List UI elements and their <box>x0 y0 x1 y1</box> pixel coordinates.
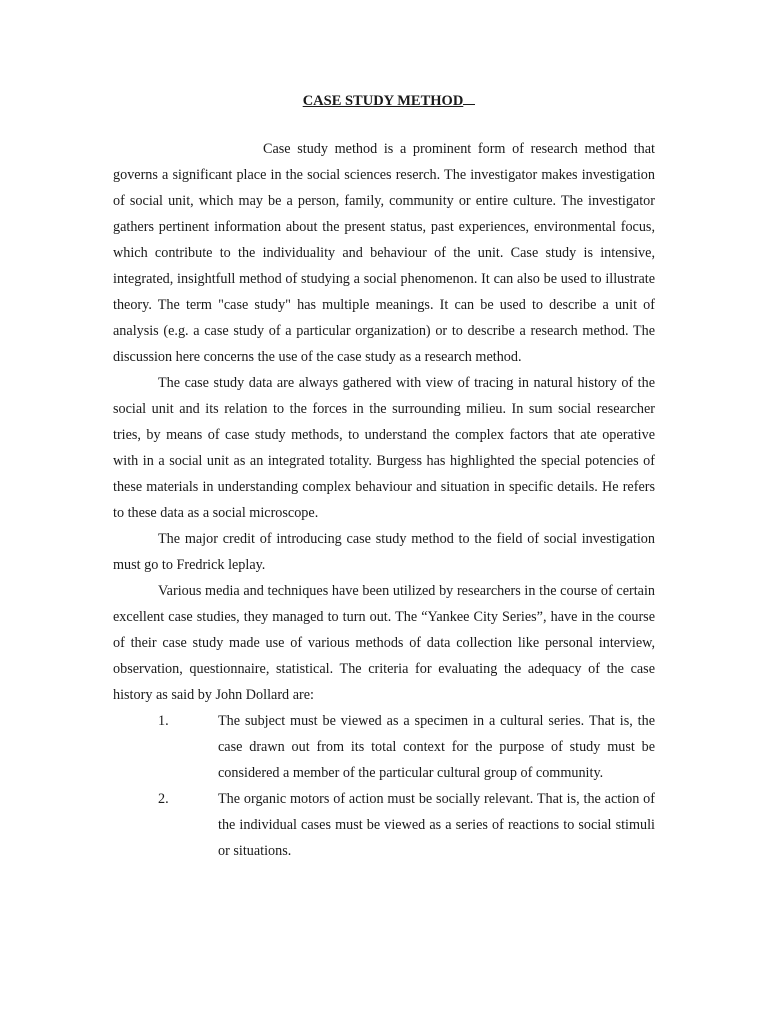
paragraph-data-gathering: The case study data are always gathered with view of tracing in natural history of the social unit and its relation to the forces in the surrounding milieu. In sum social researcher tries, by means of case study methods, to understand the complex factors that ate operative with in a social unit as an integrated totality. Burgess has highlighted the special potencies of these materials in understanding complex behaviour and situation in specific details. He refers to these data as a social microscope. <box>113 375 655 521</box>
paragraph-intro: Case study method is a prominent form of research method that governs a significant place in the social sciences reserch. The investigator makes investigation of social unit, which may be a person, family, community or entire culture. The investigator gathers pertinent information about the present status, past experiences, environmental focus, which contribute to the individuality and behaviour of the unit. Case study is intensive, integrated, insightfull method of studying a social phenomenon. It can also be used to illustrate theory. The term "case study" has multiple meanings. It can be used to describe a unit of analysis (e.g. a case study of a particular organization) or to describe a research method. The discussion here concerns the use of the case study as a research method. <box>113 141 655 365</box>
document-page <box>113 88 655 864</box>
title-underline-trail <box>463 91 475 105</box>
list-item-number: 1. <box>158 713 169 729</box>
paragraph-credit: The major credit of introducing case study method to the field of social investigation must go to Fredrick leplay. <box>113 531 655 573</box>
list-item <box>113 786 655 864</box>
document-title <box>113 88 655 114</box>
paragraph-media-techniques: Various media and techniques have been utilized by researchers in the course of certain excellent case studies, they managed to turn out. The “Yankee City Series”, have in the course of their case study made use of various methods of data collection like personal interview, observation, questionnaire, statistical. The criteria for evaluating the adequacy of the case history as said by John Dollard are: <box>113 583 655 703</box>
list-item-text: The organic motors of action must be socially relevant. That is, the action of the individual cases must be viewed as a series of reactions to social stimuli or situations. <box>218 791 655 859</box>
list-item <box>113 708 655 786</box>
list-item-text: The subject must be viewed as a specimen in a cultural series. That is, the case drawn out from its total context for the purpose of study must be considered a member of the particular cultural group of community. <box>218 713 655 781</box>
list-item-number: 2. <box>158 791 169 807</box>
title-text: CASE STUDY METHOD <box>302 93 464 109</box>
